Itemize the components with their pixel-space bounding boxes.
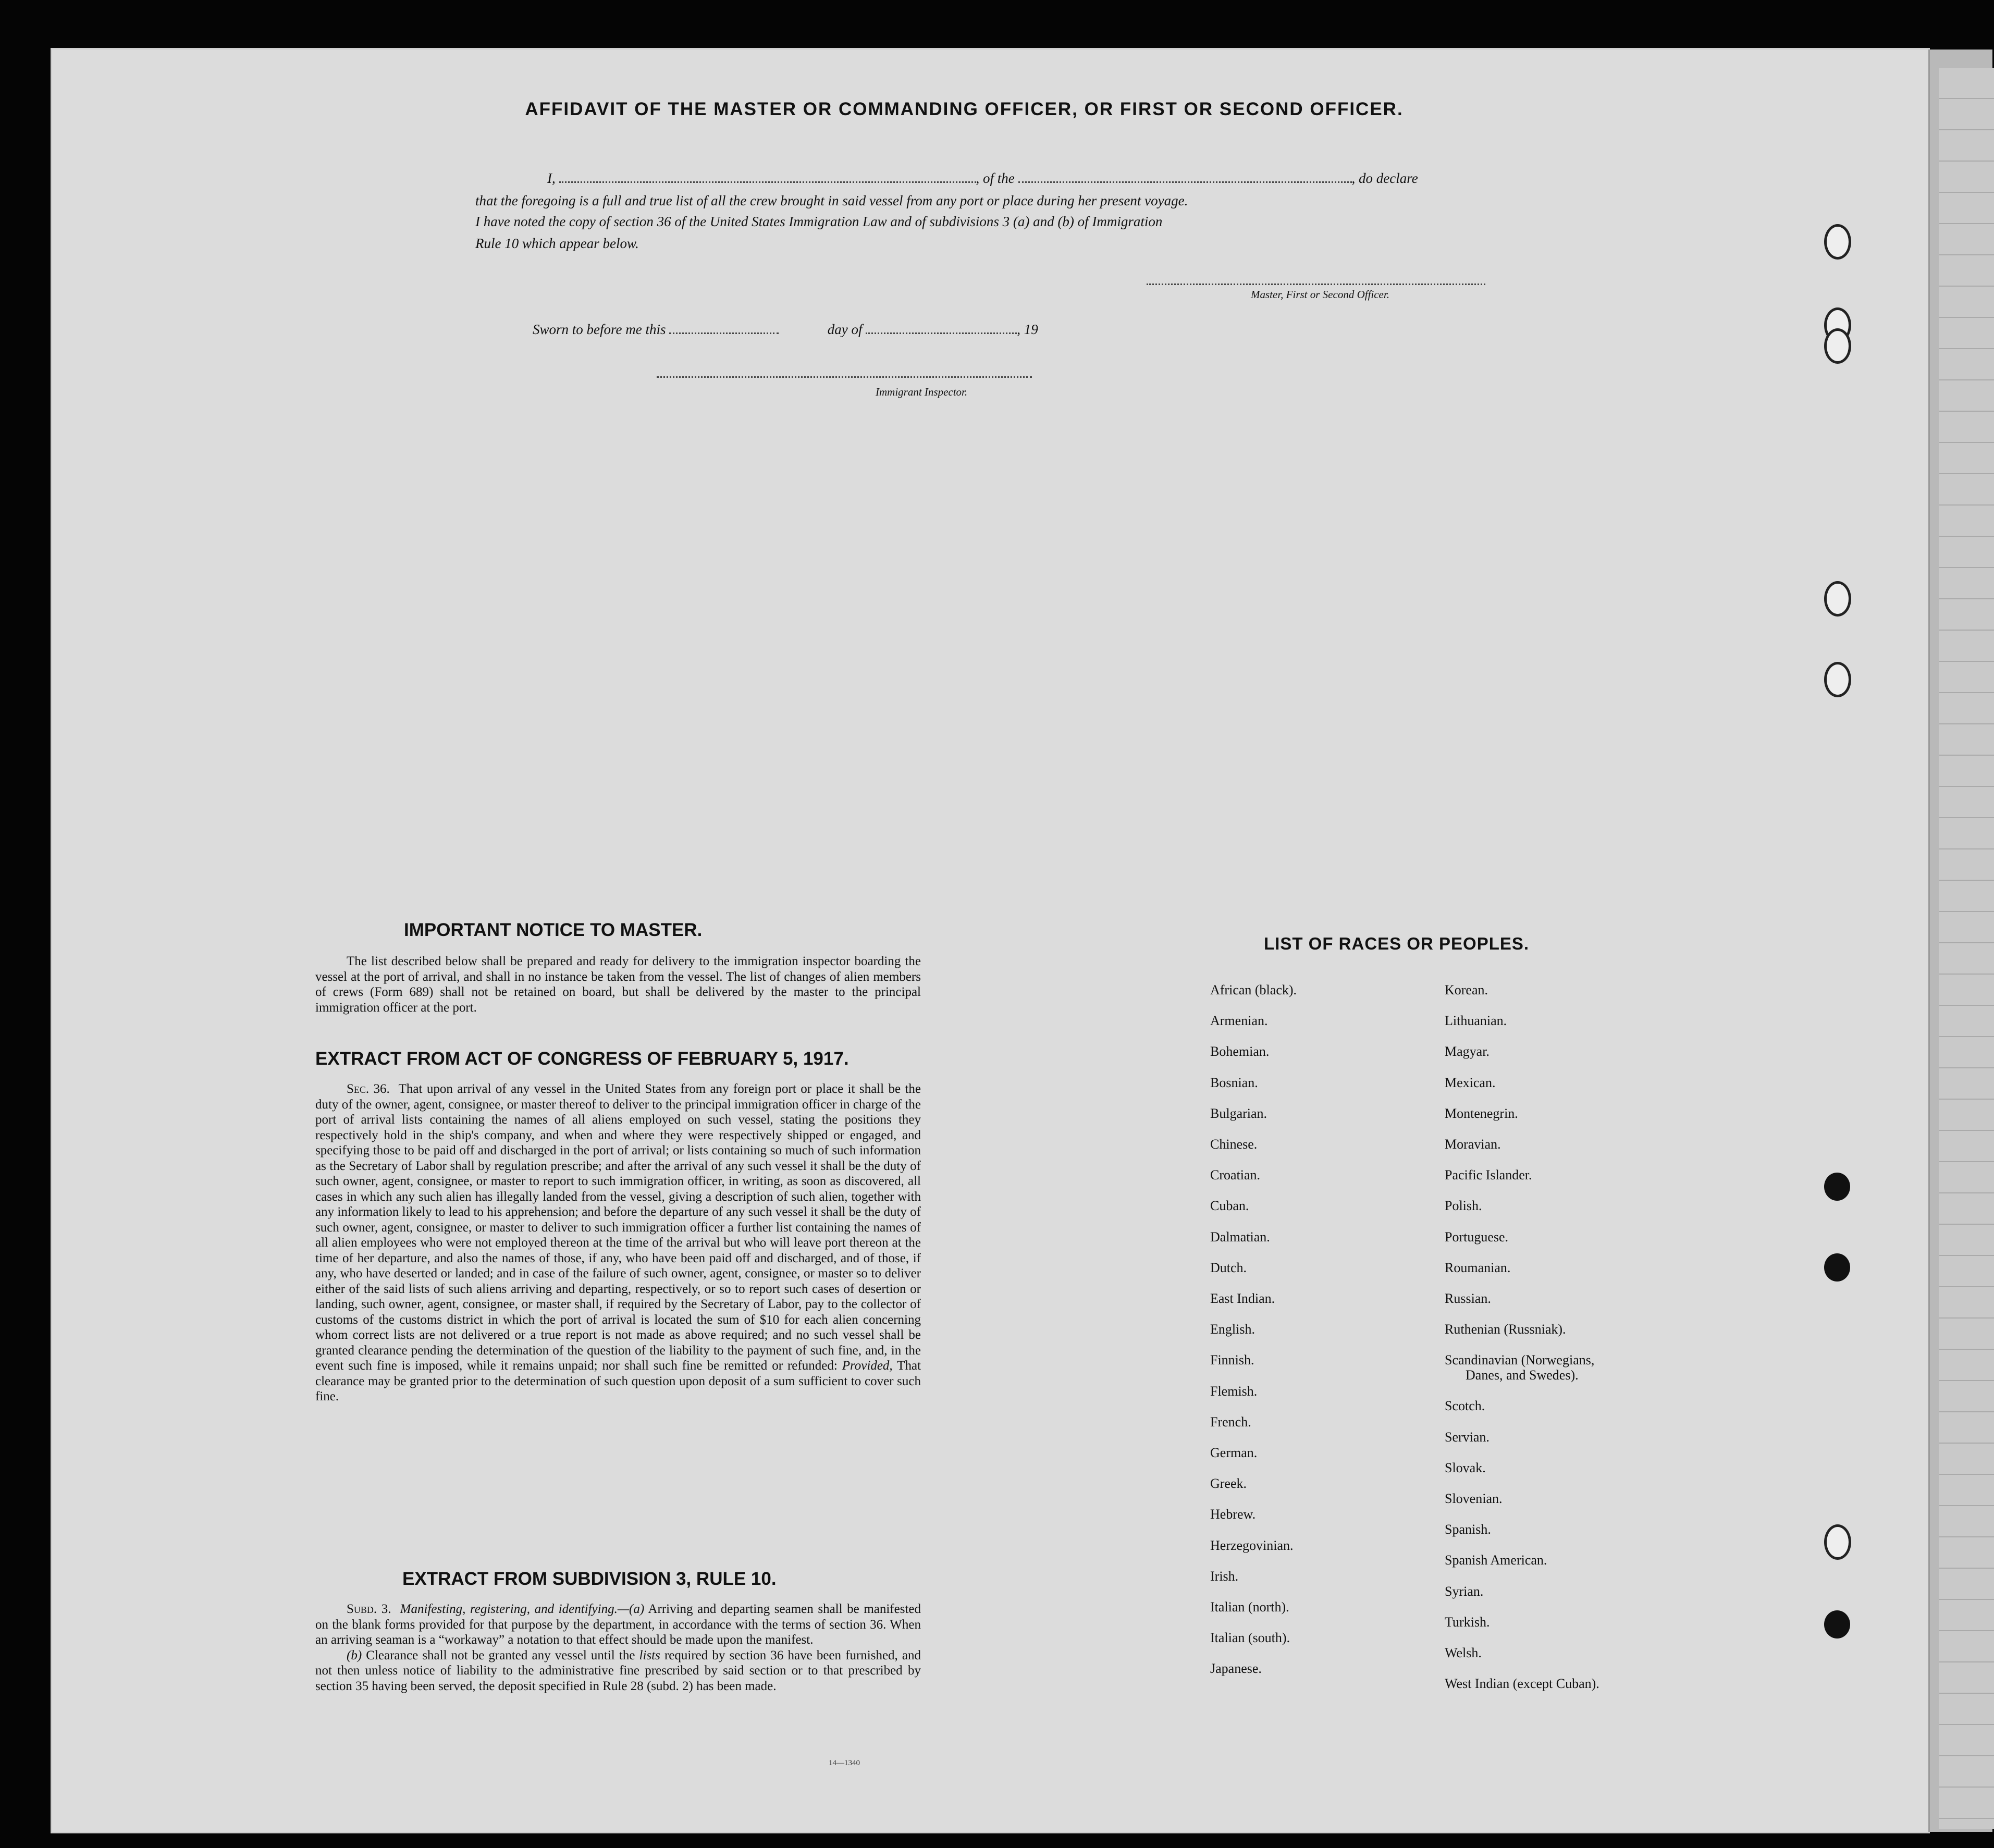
- inspector-signature-field[interactable]: [657, 365, 1032, 378]
- document-page: [52, 50, 1928, 1832]
- race-item: Korean.: [1445, 982, 1488, 997]
- race-item: Syrian.: [1445, 1583, 1484, 1599]
- act-title: EXTRACT FROM ACT OF CONGRESS OF FEBRUARY 5, 1917.: [315, 1049, 849, 1069]
- notice-text: [315, 954, 921, 1015]
- affidavit-line-4: Rule 10 which appear below.: [475, 236, 639, 251]
- race-item: African (black).: [1210, 982, 1297, 997]
- race-item: Croatian.: [1210, 1167, 1261, 1183]
- race-item: Spanish American.: [1445, 1553, 1547, 1568]
- race-item: Russian.: [1445, 1291, 1491, 1307]
- race-item: Bulgarian.: [1210, 1105, 1267, 1121]
- race-item: Cuban.: [1210, 1198, 1249, 1214]
- race-item: Spanish.: [1445, 1522, 1491, 1537]
- sworn-day-field[interactable]: [669, 321, 779, 334]
- race-item: West Indian (except Cuban).: [1445, 1676, 1599, 1692]
- affidavit-declaration-line: [547, 170, 1418, 187]
- binder-hole: [1824, 1524, 1851, 1560]
- race-item: Dalmatian.: [1210, 1229, 1270, 1245]
- race-item: Greek.: [1210, 1476, 1247, 1492]
- races-right-column: [1445, 975, 1599, 1699]
- sworn-line: [533, 321, 1038, 338]
- rule-b-text-1: Clearance shall not be granted any vessel until the: [366, 1648, 635, 1662]
- races-title: LIST OF RACES OR PEOPLES.: [1264, 934, 1530, 953]
- rule-text: [315, 1601, 921, 1694]
- affidavit-title: AFFIDAVIT OF THE MASTER OR COMMANDING OFFICER, OR FIRST OR SECOND OFFICER.: [525, 99, 1404, 119]
- binder-strip: [1939, 68, 1994, 1829]
- act-proviso-label: Provided,: [842, 1359, 893, 1373]
- act-section-label: Sec. 36.: [347, 1082, 390, 1096]
- race-item: Slovak.: [1445, 1460, 1486, 1475]
- act-proviso-text: That clearance may be granted prior to the determination of such question upon deposit of a sum sufficient to cover such fine.: [315, 1359, 921, 1403]
- rule-a-label: —(a): [617, 1602, 645, 1616]
- race-item: Servian.: [1445, 1429, 1490, 1445]
- race-item: Armenian.: [1210, 1013, 1268, 1029]
- race-item: Hebrew.: [1210, 1507, 1256, 1522]
- sworn-day-of-label: day of: [827, 322, 863, 337]
- race-item: Magyar.: [1445, 1044, 1490, 1059]
- act-section-text: That upon arrival of any vessel in the United States from any foreign port or place it shall be the duty of the owner, agent, consignee, or master thereof to deliver to the principal immigration officer in charge of the port of arrival lists containing the names of all aliens employed on such vessel, stating the positions they respectively hold in the ship's company, and when and where they were respectively shipped or engaged, and specifying those to be paid off and discharged in the port of arrival; or lists containing so much of such information as the Secretary of Labor shall by regulation prescribe; and after the arrival of any such vessel it shall be the duty of such owner, agent, consignee, or master to report to such immigration officer, in writing, as soon as discovered, all cases in which any such alien has illegally landed from the vessel, giving a description of such alien, together with any information likely to lead to his apprehension; and before the departure of any such vessel it shall be the duty of such owner, agent, consignee, or master to deliver to such immigration officer a further list containing the names of all alien employees who were not employed thereon at the time of the arrival but who will leave port thereon at the time of her departure, and also the names of those, if any, who have been paid off and discharged, and of those, if any, who have deserted or landed; and in case of the failure of such owner, agent, consignee, or master so to deliver either of the said lists of such aliens arriving and departing, respectively, or so to report such cases of desertion or landing, such owner, agent, consignee, or master shall, if required by the Secretary of Labor, pay to the collector of customs of the customs district in which the port of arrival is located the sum of $10 for each alien concerning whom correct lists are not delivered or a true report is not made as above required; and no such vessel shall be granted clearance pending the determination of the question of the liability to the payment of such fine, and, in the event such fine is imposed, while it remains unpaid; nor shall such fine be remitted or refunded:: [315, 1082, 921, 1373]
- rule-title: EXTRACT FROM SUBDIVISION 3, RULE 10.: [402, 1569, 777, 1589]
- race-item: Irish.: [1210, 1568, 1239, 1584]
- binder-hole: [1824, 581, 1851, 617]
- race-item: Lithuanian.: [1445, 1013, 1507, 1029]
- master-name-field[interactable]: [559, 170, 976, 183]
- race-item: Scandinavian (Norwegians,: [1445, 1352, 1595, 1368]
- race-item: Italian (north).: [1210, 1599, 1289, 1615]
- race-item: Herzegovinian.: [1210, 1537, 1294, 1553]
- affidavit-line-2: that the foregoing is a full and true list of all the crew brought in said vessel from any port or place during her present voyage.: [475, 193, 1188, 208]
- rule-b-text-2: required by section 36 have been furnished, and not then unless notice of liability to the administrative fine prescribed by said section or to that prescribed by section 35 having been served, the deposit specified in Rule 28 (subd. 2) has been made.: [315, 1648, 921, 1693]
- race-item: Portuguese.: [1445, 1229, 1509, 1245]
- race-item: Mexican.: [1445, 1075, 1496, 1090]
- rule-b-label: (b): [347, 1648, 362, 1662]
- rule-subd-label: Subd. 3.: [347, 1602, 391, 1616]
- race-item: Japanese.: [1210, 1661, 1262, 1677]
- sworn-label: Sworn to before me this: [533, 322, 666, 337]
- binder-hole: [1824, 224, 1851, 260]
- affidavit-i-label: I,: [547, 170, 556, 186]
- race-item: Pacific Islander.: [1445, 1167, 1532, 1183]
- race-item: Chinese.: [1210, 1137, 1258, 1152]
- form-number: 14—1340: [829, 1759, 860, 1767]
- race-item: Montenegrin.: [1445, 1105, 1518, 1121]
- race-item: Dutch.: [1210, 1260, 1247, 1275]
- race-item: Danes, and Swedes).: [1466, 1367, 1579, 1383]
- notice-paragraph: The list described below shall be prepared and ready for delivery to the immigration inspector boarding the vessel at the port of arrival, and shall in no instance be taken from the vessel. The list of changes of alien members of crews (Form 689) shall not be retained on board, but shall be delivered by the master to the principal immigration officer at the port.: [315, 954, 921, 1015]
- sworn-month-field[interactable]: [866, 321, 1017, 334]
- notice-title: IMPORTANT NOTICE TO MASTER.: [404, 920, 703, 940]
- race-item: Ruthenian (Russniak).: [1445, 1322, 1566, 1337]
- race-item: Polish.: [1445, 1198, 1482, 1214]
- binder-hole: [1824, 662, 1851, 697]
- affidavit-line-3: I have noted the copy of section 36 of the United States Immigration Law and of subdivisions 3 (a) and (b) of Immigration: [475, 214, 1163, 229]
- race-item: Bosnian.: [1210, 1075, 1258, 1090]
- race-item: Moravian.: [1445, 1137, 1501, 1152]
- binder-hole: [1824, 1173, 1850, 1201]
- affidavit-of-the-label: , of the: [976, 170, 1015, 186]
- master-signature-caption: Master, First or Second Officer.: [1251, 288, 1389, 301]
- race-item: Flemish.: [1210, 1383, 1258, 1399]
- race-item: German.: [1210, 1445, 1258, 1461]
- race-item: Welsh.: [1445, 1645, 1482, 1661]
- races-left-column: [1210, 975, 1297, 1684]
- sworn-year-label: , 19: [1017, 322, 1038, 337]
- rule-a-text: Arriving and departing seamen shall be manifested on the blank forms provided for that purpose by the department, in accordance with the terms of section 36. When an arriving seaman is a “workaway” a notation to that effect should be made upon the manifest.: [315, 1602, 921, 1647]
- race-item: Finnish.: [1210, 1352, 1254, 1368]
- rule-subd-heading: Manifesting, registering, and identifying.: [400, 1602, 618, 1616]
- act-text: [315, 1081, 921, 1405]
- race-item: French.: [1210, 1414, 1251, 1430]
- binder-hole: [1824, 1253, 1850, 1282]
- race-item: Roumanian.: [1445, 1260, 1511, 1275]
- master-signature-field[interactable]: [1147, 272, 1485, 285]
- race-item: Turkish.: [1445, 1614, 1490, 1630]
- race-item: East Indian.: [1210, 1291, 1275, 1307]
- vessel-name-field[interactable]: [1018, 170, 1352, 183]
- race-item: Bohemian.: [1210, 1044, 1270, 1059]
- race-item: Slovenian.: [1445, 1491, 1503, 1507]
- rule-b-lists: lists: [639, 1648, 660, 1662]
- race-item: English.: [1210, 1322, 1255, 1337]
- race-item: Scotch.: [1445, 1398, 1485, 1414]
- affidavit-declare-label: , do declare: [1351, 170, 1418, 186]
- race-item: Italian (south).: [1210, 1630, 1290, 1646]
- binder-hole: [1824, 328, 1851, 364]
- binder-hole: [1824, 1610, 1850, 1638]
- inspector-caption: Immigrant Inspector.: [876, 386, 968, 398]
